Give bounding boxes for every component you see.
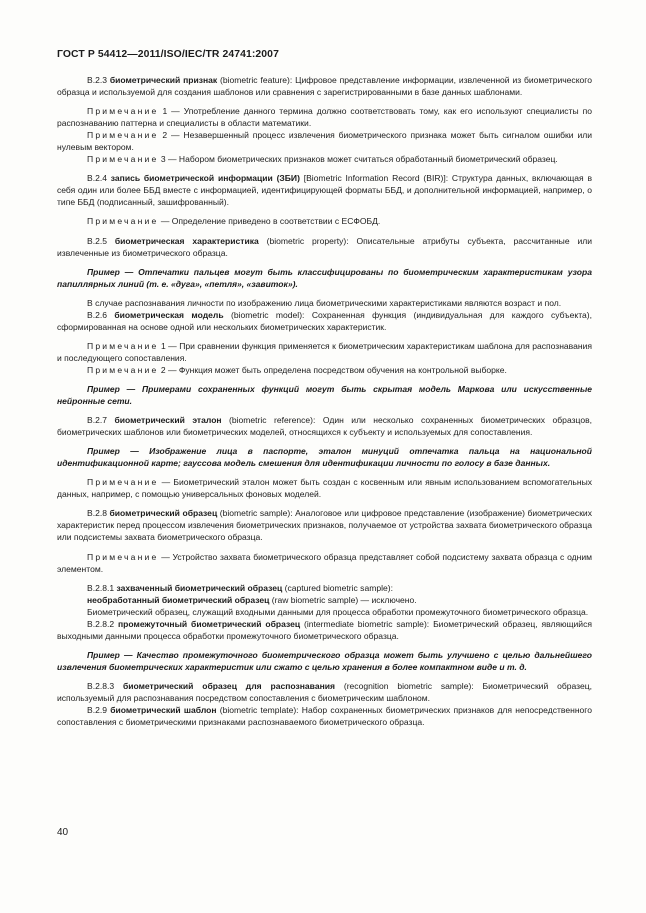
term-name: биометрическая модель — [114, 309, 224, 320]
note-label: Примечание — [87, 364, 159, 375]
example-paragraph — [57, 266, 592, 290]
term-name: необработанный биометрический образец — [87, 594, 270, 605]
text-paragraph — [57, 704, 592, 728]
text-paragraph — [57, 414, 592, 438]
text-span: (biometric template): Набор сохраненных биометрических признаков для непосредственного сопоставления с биометрическими признаками распознаваемого биометрического образца. — [57, 705, 592, 728]
note-label: Примечание — [87, 340, 159, 351]
text-paragraph — [57, 235, 592, 259]
text-paragraph — [57, 309, 592, 333]
text-span: B.2.4 — [87, 173, 111, 184]
text-span: (captured biometric sample): — [282, 582, 393, 593]
text-paragraph — [57, 582, 592, 594]
text-paragraph — [57, 74, 592, 98]
text-span: — Устройство захвата биометрического образца представляет собой подсистему захвата образца с одним элементом. — [57, 551, 592, 574]
term-name: биометрический образец для распознавания — [122, 680, 335, 691]
text-span: B.2.3 — [87, 75, 110, 85]
page-number: 40 — [57, 827, 69, 838]
term-name: биометрический образец — [109, 508, 218, 519]
text-span: 1 — Употребление данного термина должно соответствовать тому, как его используют специалисты по распознаванию паттерна и специалисты в области математики. — [57, 106, 592, 129]
text-paragraph — [57, 215, 592, 227]
text-span: B.2.8.2 — [87, 618, 118, 629]
text-span: В случае распознавания личности по изображению лица биометрическими характеристиками являются возраст и пол. — [87, 297, 562, 308]
text-span: 2 — Функция может быть определена посредством обучения на контрольной выборке. — [158, 364, 507, 375]
text-span: (biometric reference): Один или несколько сохраненных биометрических образцов, биометрических шаблонов или биометрических моделей, относящихся к субъекту и используемых для сопоставления. — [57, 415, 592, 438]
text-span: 2 — Незавершенный процесс извлечения биометрического признака может быть сигналом ошибки или нулевым вектором. — [57, 130, 592, 153]
term-name: захваченный биометрический образец — [116, 582, 283, 593]
example-paragraph — [57, 445, 592, 469]
text-paragraph — [57, 153, 592, 165]
text-span: Биометрический образец, служащий входными данными для процесса обработки промежуточного биометрического образца. — [87, 606, 589, 617]
text-paragraph — [57, 680, 592, 704]
term-name: биометрический эталон — [114, 415, 222, 426]
note-label: Примечание — [87, 130, 159, 141]
text-span: B.2.7 — [87, 415, 115, 426]
text-span: — Определение приведено в соответствии с ЕСФОБД. — [158, 216, 381, 227]
text-span: (biometric feature): Цифровое представление информации, извлеченной из биометрического образца и используемой для создания шаблонов или сравнения с зарегистрированными в базе данных шаблонами. — [57, 75, 592, 98]
text-paragraph — [57, 105, 592, 129]
text-span: B.2.6 — [87, 309, 115, 320]
text-span: Пример — Отпечатки пальцев могут быть классифицированы по биометрическим характеристикам узора папиллярных линий (т. е. «дуга», «петля», «завиток»). — [57, 266, 592, 289]
note-label: Примечание — [87, 106, 159, 117]
text-span: (biometric property): Описательные атрибуты субъекта, рассчитанные или извлеченные из биометрического образца. — [57, 235, 592, 258]
text-paragraph — [57, 594, 592, 606]
text-span: (recognition biometric sample): Биометрический образец, используемый для распознавания посредством сопоставления с биометрическим шаблоном. — [57, 680, 592, 703]
text-span: B.2.5 — [87, 235, 115, 246]
text-span: Пример — Качество промежуточного биометрического образца может быть улучшено с целью дальнейшего извлечения биометрических характеристик или сжато с целью хранения в более компактном виде и т. д. — [57, 649, 592, 672]
text-span: [Biometric Information Record (BIR)]: Структура данных, включающая в себя один или более ББД вместе с информацией, идентифицирующей форматы ББД, и дополнительной информацией, например, о типе ББД (подписанный, зашифрованный). — [57, 173, 592, 208]
text-paragraph — [57, 476, 592, 500]
example-paragraph — [57, 383, 592, 407]
text-span: B.2.8.3 — [87, 680, 123, 691]
text-paragraph — [57, 340, 592, 364]
text-span: B.2.9 — [87, 705, 111, 716]
text-span: (raw biometric sample) — исключено. — [269, 594, 417, 605]
text-span: Пример — Примерами сохраненных функций могут быть скрытая модель Маркова или искусственные нейронные сети. — [57, 383, 592, 407]
text-paragraph — [57, 364, 592, 376]
text-span: (intermediate biometric sample): Биометрический образец, являющийся выходными данными процесса обработки промежуточного биометрического образца. — [57, 618, 592, 641]
term-name: биометрический признак — [109, 75, 218, 85]
text-paragraph — [57, 606, 592, 618]
text-paragraph — [57, 129, 592, 153]
text-paragraph — [57, 507, 592, 543]
term-name: биометрический шаблон — [110, 705, 217, 716]
text-span: B.2.8 — [87, 508, 110, 519]
document-body — [57, 74, 592, 728]
term-name: запись биометрической информации (ЗБИ) — [110, 173, 300, 184]
text-span: Пример — Изображение лица в паспорте, эталон минуций отпечатка пальца на национальной идентификационной карте; гауссова модель смешения для идентификации личности по голосу в базе данных. — [57, 446, 592, 469]
note-label: Примечание — [87, 154, 159, 165]
document-header: ГОСТ Р 54412—2011/ISO/IEC/TR 24741:2007 — [57, 49, 279, 60]
note-label: Примечание — [87, 477, 159, 488]
text-span: — Биометрический эталон может быть создан с косвенным или явным использованием вспомогательных данных, например, с помощью универсальных фоновых моделей. — [57, 477, 592, 500]
example-paragraph — [57, 649, 592, 673]
text-paragraph — [57, 297, 592, 309]
text-span: (biometric model): Сохраненная функция (индивидуальная для каждого субъекта), сформированная на основе одной или нескольких биометрических характеристик. — [57, 309, 592, 332]
text-span: 3 — Набором биометрических признаков может считаться обработанный биометрический образец. — [158, 154, 558, 165]
text-paragraph — [57, 551, 592, 575]
text-span: 1 — При сравнении функция применяется к биометрическим характеристикам шаблона для распознавания и последующего сопоставления. — [57, 340, 592, 363]
text-span: B.2.8.1 — [87, 582, 117, 593]
term-name: биометрическая характеристика — [114, 235, 259, 246]
note-label: Примечание — [87, 216, 159, 227]
note-label: Примечание — [87, 551, 159, 562]
term-name: промежуточный биометрический образец — [118, 618, 301, 629]
text-span: (biometric sample): Аналоговое или цифровое представление (изображение) биометрических характеристик перед процессом извлечения биометрических признаков, получаемое от устройства захвата биометрического образца или подсистемы захвата биометрического образца. — [57, 508, 592, 543]
text-paragraph — [57, 172, 592, 208]
text-paragraph — [57, 618, 592, 642]
